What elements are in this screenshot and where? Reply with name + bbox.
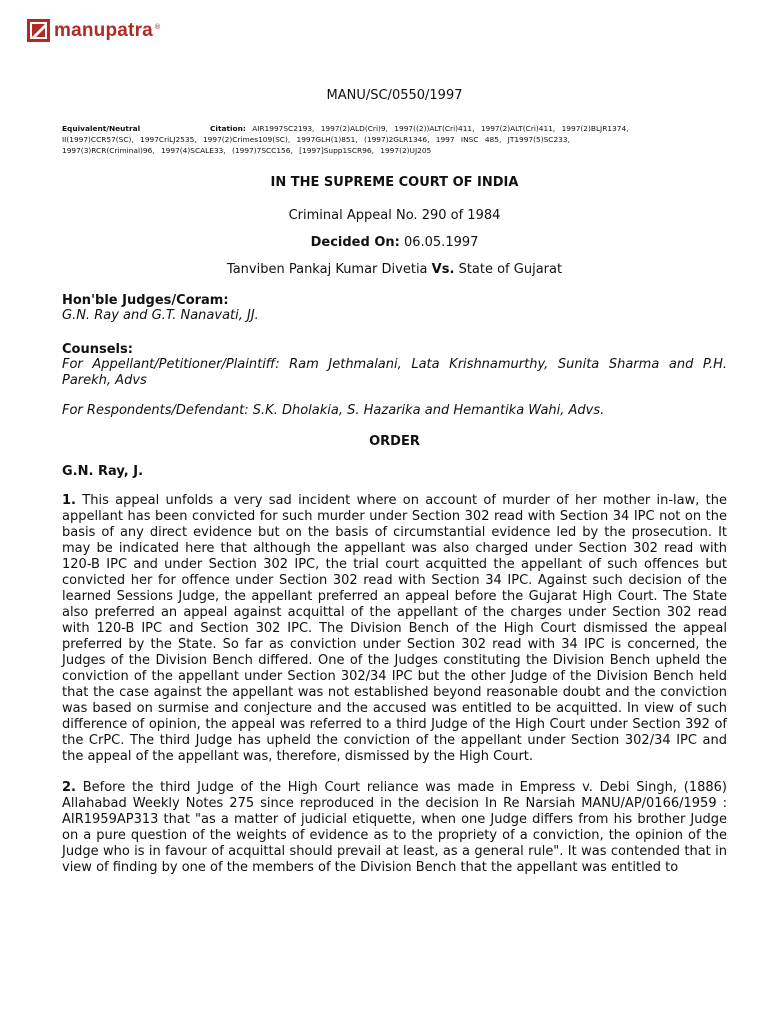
manupatra-logo [27,19,161,42]
case-parties [62,262,727,277]
counsels-heading: Counsels: [62,342,133,357]
order-heading: ORDER [369,434,420,449]
judgment-document [62,88,727,876]
paragraph-2-text: Before the third Judge of the High Court reliance was made in Empress v. Debi Singh, (1886) Allahabad Weekly Notes 275 since reproduced in the decision In Re Narsiah MANU/AP/0166/1959 : AIR1959AP313 that "as a matter of judicial etiquette, when one Judge differs from his brother Judge on a pure question of the weights of evidence as to the propriety of a conviction, the opinion of the Judge who is in favour of acquittal should prevail at least, as a general rule". It was contended that in view of finding by one of the members of the Division Bench that the appellant was entitled to [62,780,727,875]
logo-registered-mark: ® [153,22,161,31]
versus-label: Vs. [431,262,455,277]
citations-line-1: AIR1997SC2193, 1997(2)ALD(Cri)9, 1997((2))ALT(Cri)411, 1997(2)ALT(Cri)411, 1997(2)BLJR1374, [252,124,629,133]
citation-id: MANU/SC/0550/1997 [326,88,463,103]
decided-date: 06.05.1997 [403,235,479,250]
paragraph-1 [62,493,727,765]
judges-heading: Hon'ble Judges/Coram: [62,293,229,308]
logo-wordmark: manupatra [54,19,153,41]
citation-label: Citation: [209,124,246,133]
paragraph-1-number: 1. [62,493,76,508]
party-appellant: Tanviben Pankaj Kumar Divetia [226,262,428,277]
decided-label: Decided On: [310,235,400,250]
court-name: IN THE SUPREME COURT OF INDIA [270,175,519,190]
decided-on [62,235,727,250]
paragraph-2 [62,780,727,876]
paragraph-2-number: 2. [62,780,76,795]
paragraph-1-text: This appeal unfolds a very sad incident where on account of murder of her mother in-law, the appellant has been convicted for such murder under Section 302 read with Section 34 IPC not on the basis of any direct evidence but on the basis of circumstantial evidence led by the prosecution. It may be indicated here that although the appellant was also charged under Section 302 read with 120-B IPC and under Section 302 IPC, the trial court acquitted the appellant of such offences but convicted her for offence under Section 302 read with Section 34 IPC. Against such decision of the learned Sessions Judge, the appellant preferred an appeal before the Gujarat High Court. The State also preferred an appeal against acquittal of the appellant of the charges under Section 302 read with 120-B IPC and Section 302 IPC. The Division Bench of the High Court dismissed the appeal preferred by the State. So far as conviction under Section 302 read with 34 IPC is concerned, the Judges of the Division Bench differed. One of the Judges constituting the Division Bench upheld the conviction of the appellant under Section 302/34 IPC but the other Judge of the Division Bench held that the case against the appellant was not established beyond reasonable doubt and the conviction was based on surmise and conjecture and the accused was entitled to be acquitted. In view of such difference of opinion, the appeal was referred to a third Judge of the High Court under Section 392 of the CrPC. The third Judge has upheld the conviction of the appellant under Section 302/34 IPC and the appeal of the appellant was, therefore, dismissed by the High Court. [62,493,727,764]
citations-line-3: 1997(3)RCR(Criminal)96, 1997(4)SCALE33, (1997)7SCC156, [1997]Supp1SCR96, 1997(2)UJ205 [62,146,432,155]
counsel-respondent: For Respondents/Defendant: S.K. Dholakia, S. Hazarika and Hemantika Wahi, Advs. [62,403,605,418]
equivalent-citations [62,123,727,156]
equivalent-label: Equivalent/Neutral [62,124,141,133]
citations-line-2: II(1997)CCR57(SC), 1997CriLJ2535, 1997(2)Crimes109(SC), 1997GLH(1)851, (1997)2GLR1346, 1997 INSC 485, JT1997(5)SC233, [62,135,570,144]
counsel-appellant: For Appellant/Petitioner/Plaintiff: Ram Jethmalani, Lata Krishnamurthy, Sunita Sharma and P.H. Parekh, Advs [62,357,727,388]
case-number: Criminal Appeal No. 290 of 1984 [288,208,501,223]
judges-names: G.N. Ray and G.T. Nanavati, JJ. [62,308,259,323]
author-judge: G.N. Ray, J. [62,464,144,479]
party-respondent: State of Gujarat [458,262,563,277]
manupatra-logo-icon [27,19,50,42]
